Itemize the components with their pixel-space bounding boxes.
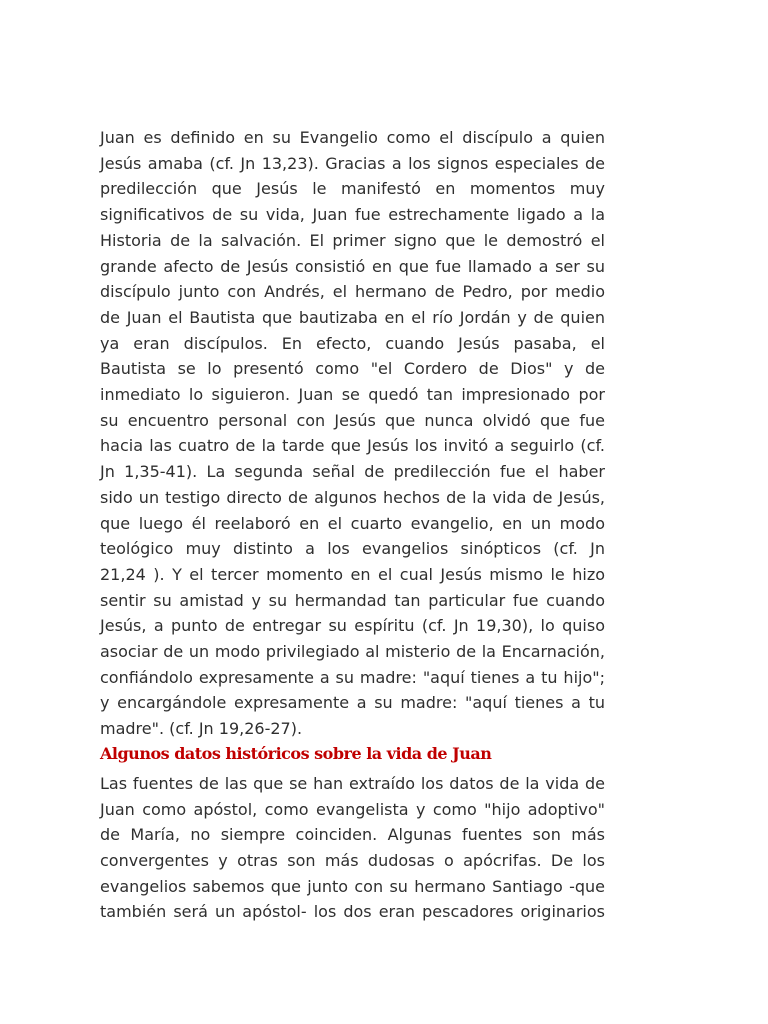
text-line: Jesús, a punto de entregar su espíritu (cf. Jn 19,30), lo quiso [100, 616, 605, 636]
text-line: asociar de un modo privilegiado al misterio de la Encarnación, [100, 642, 605, 662]
text-line: Juan es definido en su Evangelio como el discípulo a quien [100, 128, 605, 147]
paragraph-2 [100, 771, 605, 925]
text-line: predilección que Jesús le manifestó en momentos muy [100, 179, 605, 199]
text-line: sentir su amistad y su hermandad tan particular fue cuando [100, 590, 605, 610]
text-line: ya eran discípulos. En efecto, cuando Jesús pasaba, el [100, 333, 605, 353]
paragraph-1 [100, 125, 605, 742]
text-line: teológico muy distinto a los evangelios sinópticos (cf. Jn [100, 539, 605, 559]
text-line: 21,24 ). Y el tercer momento en el cual Jesús mismo le hizo [100, 564, 605, 584]
document-body [100, 125, 605, 925]
text-line: Jn 1,35-41). La segunda señal de predilección fue el haber [100, 462, 605, 482]
text-line: Historia de la salvación. El primer signo que le demostró el [100, 230, 605, 250]
text-line: confiándolo expresamente a su madre: "aquí tienes a tu hijo"; [100, 667, 605, 687]
text-line: convergentes y otras son más dudosas o apócrifas. De los [100, 850, 605, 870]
text-line: Jesús amaba (cf. Jn 13,23). Gracias a los signos especiales de [100, 153, 605, 173]
text-line: Las fuentes de las que se han extraído los datos de la vida de [100, 773, 605, 793]
text-line: inmediato lo siguieron. Juan se quedó tan impresionado por [100, 385, 605, 405]
text-line: Bautista se lo presentó como "el Cordero de Dios" y de [100, 359, 605, 379]
text-line: Juan como apóstol, como evangelista y como "hijo adoptivo" [100, 799, 605, 819]
text-line: madre". (cf. Jn 19,26-27). [100, 719, 303, 739]
text-line: discípulo junto con Andrés, el hermano de Pedro, por medio [100, 282, 605, 302]
text-line: sido un testigo directo de algunos hechos de la vida de Jesús, [100, 487, 605, 507]
text-line: significativos de su vida, Juan fue estrechamente ligado a la [100, 205, 605, 225]
text-line: y encargándole expresamente a su madre: "aquí tienes a tu [100, 693, 605, 713]
text-line: grande afecto de Jesús consistió en que fue llamado a ser su [100, 256, 605, 276]
text-line: evangelios sabemos que junto con su hermano Santiago -que [100, 876, 605, 896]
text-line: de Juan el Bautista que bautizaba en el río Jordán y de quien [100, 307, 605, 327]
text-line: su encuentro personal con Jesús que nunca olvidó que fue [100, 410, 605, 430]
text-line: hacia las cuatro de la tarde que Jesús los invitó a seguirlo (cf. [100, 436, 605, 456]
text-line: que luego él reelaboró en el cuarto evangelio, en un modo [100, 513, 605, 533]
text-line: de María, no siempre coinciden. Algunas fuentes son más [100, 825, 605, 845]
section-heading: Algunos datos históricos sobre la vida de Juan [100, 743, 492, 763]
text-line: también será un apóstol- los dos eran pescadores originarios [100, 902, 605, 922]
